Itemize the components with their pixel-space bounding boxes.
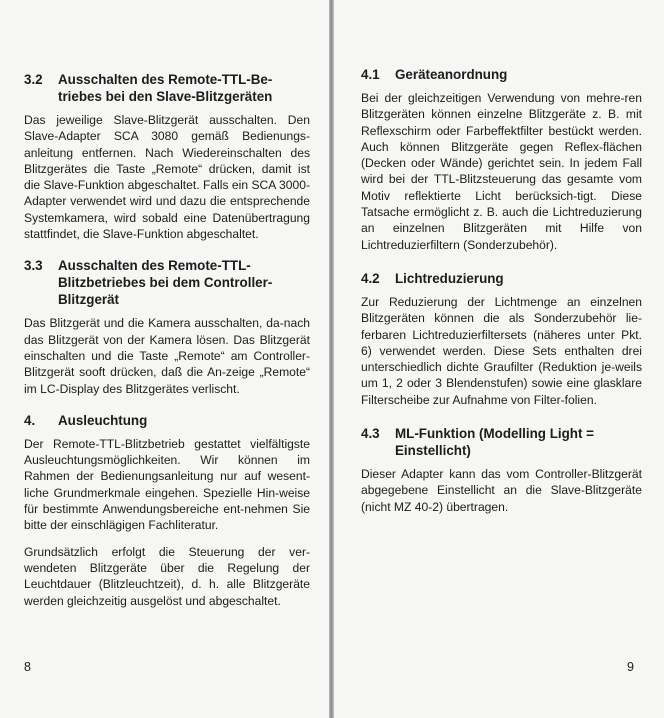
page-number: 8 [24, 660, 31, 674]
section-3-2 [24, 71, 310, 242]
body-paragraph: Der Remote-TTL-Blitzbetrieb gestattet vielfältigste Ausleuchtungsmöglichkeiten. Wir können im Rahmen der Bedienungsanleitung nur auf wesent-liche Grundmerkmale eingehen. Spezielle Hin-weise für bestimmte Anwendungsbereiche ent-nehmen Sie bitte der einschlägigen Fachliteratur. [24, 436, 310, 533]
section-heading [24, 412, 310, 429]
section-4 [24, 412, 310, 609]
section-4-1 [361, 66, 642, 253]
section-title: Ausschalten des Remote-TTL-Be-triebes bei den Slave-Blitzgeräten [58, 72, 273, 104]
section-number: 4.1 [361, 67, 380, 82]
section-title: Lichtreduzierung [395, 270, 504, 286]
section-heading [24, 257, 310, 308]
section-heading [361, 66, 642, 83]
section-number: 4.2 [361, 270, 380, 286]
page-number: 9 [627, 660, 634, 674]
section-3-3 [24, 257, 310, 396]
body-paragraph: Zur Reduzierung der Lichtmenge an einzelnen Blitzgeräten können die als Sonderzubehör lie-ferbaren Lichtreduzierfiltersets (näheres unter Pkt. 6) verwendet werden. Diese Sets enthalten drei unterschiedlich dichte Graufilter (Reduktion je-weils um 1, 2 oder 3 Blendenstufen) sowie eine glasklare Filterscheibe zur Aufnahme von Filter-folien. [361, 294, 642, 407]
body-paragraph: Das Blitzgerät und die Kamera ausschalten, da-nach das Blitzgerät von der Kamera lösen. Das Blitzgerät einschalten und die Taste „Remote“ am Controller-Blitzgerät sooft drücken, daß die An-zeige „Remote“ im LC-Display des Blitzgerätes verlischt. [24, 316, 310, 396]
section-number: 3.2 [24, 72, 43, 87]
body-paragraph: Dieser Adapter kann das vom Controller-Blitzgerät abgegebene Einstellicht an die Slave-Blitzgeräte (nicht MZ 40-2) übertragen. [361, 467, 642, 514]
section-4-3 [361, 425, 642, 515]
section-title: Geräteanordnung [395, 67, 508, 82]
section-title: Ausschalten des Remote-TTL-Blitzbetriebes bei dem Controller-Blitzgerät [58, 258, 273, 308]
section-heading [361, 425, 642, 459]
section-number: 4. [24, 412, 36, 428]
section-title: ML-Funktion (Modelling Light = Einstellicht) [395, 426, 594, 459]
section-4-2 [361, 270, 642, 408]
right-page [334, 0, 664, 718]
body-paragraph: Bei der gleichzeitigen Verwendung von mehre-ren Blitzgeräten können einzelne Blitzgeräte z. B. mit Reflexschirm oder Farbeffektfilter bestückt werden. Auch können Blitzgeräte gegen Reflex-flächen (Decken oder Wände) gerichtet sein. In jedem Fall wird bei der TTL-Blitzsteuerung das gesamte vom Motiv reflektierte Licht berücksich-tigt. Diese Tatsache ermöglicht z. B. auch die Lichtreduzierung an einzelnen Blitzgeräten mit Hilfe von Lichtreduzierfiltern (Sonderzubehör). [361, 91, 642, 252]
body-paragraph: Grundsätzlich erfolgt die Steuerung der ver-wendeten Blitzgeräte über die Regelung der Leuchtdauer (Blitzleuchtzeit), d. h. alle Blitzgeräte werden gleichzeitig ausgelöst und abgeschaltet. [24, 544, 310, 608]
section-title: Ausleuchtung [58, 412, 148, 428]
section-heading [361, 270, 642, 287]
body-paragraph: Das jeweilige Slave-Blitzgerät ausschalten. Den Slave-Adapter SCA 3080 gemäß Bedienungs-anleitung entfernen. Nach Wiedereinschalten des Blitzgerätes die Taste „Remote“ drücken, damit ist die Slave-Funktion abgeschaltet. Falls ein SCA 3000-Adapter verwendet wird und dazu die entsprechende Systemkamera, wird sobald eine Datenübertragung stattfindet, die Slave-Funktion abgeschaltet. [24, 113, 310, 242]
section-number: 4.3 [361, 426, 380, 442]
left-page [0, 0, 330, 718]
section-number: 3.3 [24, 258, 43, 274]
section-heading [24, 71, 310, 105]
